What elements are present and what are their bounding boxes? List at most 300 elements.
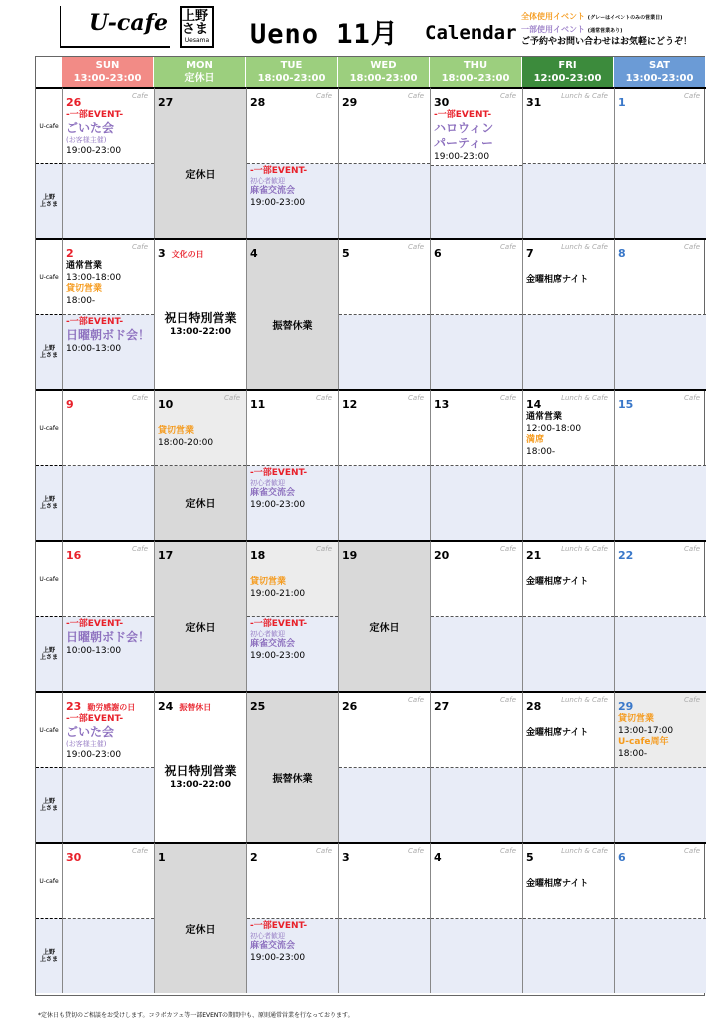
date-number: 6 — [618, 851, 626, 864]
cafe-tag: Cafe — [684, 243, 700, 251]
cafe-tag: Lunch & Cafe — [561, 696, 608, 704]
ucafe-slot — [523, 693, 614, 768]
cafe-tag: Cafe — [132, 847, 148, 855]
cell-content — [250, 468, 335, 511]
cell-text: 麻雀交流会 — [250, 186, 296, 196]
cell-text: 13:00-18:00 — [66, 273, 122, 283]
ucafe-slot — [523, 844, 614, 919]
ucafe-slot — [63, 693, 154, 768]
date-number: 1 — [158, 851, 166, 864]
date-number: 30 — [434, 96, 450, 109]
cell-content — [526, 412, 611, 458]
date-number: 23 — [66, 700, 82, 713]
uesama-slot — [339, 768, 430, 842]
uesama-slot — [63, 466, 154, 540]
calendar-day[interactable] — [522, 540, 614, 691]
cell-text: -一部EVENT- — [250, 619, 308, 629]
uesama-slot — [339, 164, 430, 238]
ucafe-slot — [339, 240, 430, 315]
date-number: 28 — [526, 700, 542, 713]
uesama-slot — [247, 617, 338, 691]
cafe-tag: Cafe — [316, 394, 332, 402]
uesama-logo: 上野さま Uesama — [180, 6, 214, 48]
ucafe-slot — [63, 391, 154, 466]
row-label-ucafe: U-cafe — [36, 542, 62, 617]
row-label-ucafe: U-cafe — [36, 89, 62, 164]
calendar-day[interactable] — [430, 540, 522, 691]
row-labels — [36, 238, 62, 389]
cafe-tag: Cafe — [684, 394, 700, 402]
closed-label: 定休日 — [185, 623, 216, 634]
cafe-tag: Cafe — [408, 394, 424, 402]
cafe-tag: Lunch & Cafe — [561, 394, 608, 402]
ucafe-slot — [247, 391, 338, 466]
day-name: WED — [370, 60, 397, 71]
cell-text: -一部EVENT- — [250, 166, 308, 176]
cell-text: -一部EVENT- — [250, 921, 308, 931]
cell-text: 初心者歓迎 — [250, 630, 285, 638]
calendar-day[interactable] — [154, 691, 246, 842]
closed-label: 定休日 — [185, 170, 216, 181]
cafe-tag: Cafe — [500, 92, 516, 100]
closed-label: 定休日 — [185, 925, 216, 936]
date-number: 8 — [618, 247, 626, 260]
cell-text: 13:00-22:00 — [169, 327, 232, 337]
cell-text: 12:00-18:00 — [526, 424, 582, 434]
calendar-day[interactable] — [430, 87, 522, 238]
footer-note: *定休日も貸切のご相談をお受けします。コラボカフェ等一部EVENTの期間中も、原則通常営業を行なっております。 — [38, 1012, 354, 1019]
cell-text: 金曜相席ナイト — [526, 577, 589, 587]
cell-text: 麻雀交流会 — [250, 941, 296, 951]
cell-text: 10:00-13:00 — [66, 646, 122, 656]
uesama-slot — [247, 466, 338, 540]
cell-text: 貸切営業 — [66, 284, 103, 294]
cell-content — [66, 714, 151, 761]
calendar-day[interactable] — [154, 238, 246, 389]
uesama-slot — [339, 466, 430, 540]
date-number: 4 — [434, 851, 442, 864]
ucafe-slot — [615, 89, 706, 164]
uesama-slot — [431, 315, 522, 389]
ucafe-slot — [63, 240, 154, 315]
cafe-tag: Cafe — [408, 847, 424, 855]
ucafe-slot — [431, 542, 522, 617]
page-title: Ueno 11月 — [250, 19, 399, 50]
calendar-day[interactable] — [338, 389, 430, 540]
row-label-ucafe: U-cafe — [36, 391, 62, 466]
cell-text: 麻雀交流会 — [250, 639, 296, 649]
ucafe-slot — [431, 693, 522, 768]
day-name: TUE — [280, 60, 303, 71]
date-number: 18 — [250, 549, 266, 562]
ucafe-slot — [63, 844, 154, 919]
cafe-tag: Lunch & Cafe — [561, 92, 608, 100]
calendar-day[interactable] — [614, 540, 706, 691]
uesama-slot — [339, 315, 430, 389]
ucafe-slot — [339, 89, 430, 164]
cell-content — [526, 577, 611, 588]
calendar-day[interactable] — [62, 842, 154, 993]
date-number: 2 — [66, 247, 74, 260]
cell-content — [66, 317, 151, 355]
calendar-day[interactable] — [338, 87, 430, 238]
date-number: 26 — [66, 96, 82, 109]
cell-content — [434, 110, 519, 163]
cell-text: 19:00-21:00 — [250, 589, 306, 599]
row-label-uesama: 上野 上さま — [36, 164, 62, 238]
ucafe-slot — [339, 693, 430, 768]
ucafe-slot — [247, 89, 338, 164]
ucafe-slot — [431, 89, 522, 166]
day-hours: 18:00-23:00 — [441, 73, 510, 84]
cell-text: 19:00-23:00 — [250, 198, 306, 208]
cell-content — [66, 110, 151, 157]
cafe-tag: Cafe — [316, 545, 332, 553]
cafe-tag: Cafe — [132, 394, 148, 402]
date-number: 31 — [526, 96, 542, 109]
row-labels — [36, 842, 62, 993]
calendar-day[interactable] — [62, 389, 154, 540]
calendar-day[interactable] — [246, 540, 338, 691]
date-number: 5 — [342, 247, 350, 260]
cell-text: ハロウィン — [434, 121, 494, 135]
ucafe-slot — [431, 240, 522, 315]
calendar-day[interactable] — [154, 540, 246, 691]
date-number: 21 — [526, 549, 542, 562]
cell-text: 貸切営業 — [618, 714, 655, 724]
calendar-day[interactable] — [338, 540, 430, 691]
ucafe-slot — [523, 391, 614, 466]
date-number: 15 — [618, 398, 634, 411]
calendar-day[interactable] — [62, 691, 154, 842]
cell-text: 金曜相席ナイト — [526, 728, 589, 738]
row-labels — [36, 87, 62, 238]
date-number: 7 — [526, 247, 534, 260]
cell-text: パーティー — [434, 136, 494, 150]
ucafe-slot — [615, 240, 706, 315]
calendar-day[interactable] — [154, 87, 246, 238]
uesama-slot — [431, 166, 522, 238]
cafe-tag: Cafe — [500, 696, 516, 704]
uesama-slot — [615, 768, 706, 842]
calendar-day[interactable] — [614, 842, 706, 993]
cafe-tag: Cafe — [132, 243, 148, 251]
row-label-ucafe: U-cafe — [36, 240, 62, 315]
special-hours — [155, 260, 246, 389]
holiday-name: 勤労感謝の日 — [87, 703, 136, 712]
cafe-tag: Lunch & Cafe — [561, 545, 608, 553]
date-number: 24 — [158, 700, 174, 713]
calendar-day[interactable] — [522, 87, 614, 238]
calendar-day[interactable] — [614, 389, 706, 540]
cell-text: 日曜朝ボド会！ — [66, 328, 151, 342]
closed-label: 定休日 — [369, 623, 400, 634]
cell-content — [618, 714, 703, 760]
ucafe-slot — [615, 693, 706, 768]
day-hours: 13:00-23:00 — [625, 73, 694, 84]
calendar-day[interactable] — [338, 691, 430, 842]
calendar-day[interactable] — [246, 842, 338, 993]
cell-content — [526, 275, 611, 286]
cafe-tag: Lunch & Cafe — [561, 847, 608, 855]
cell-text: 18:00-20:00 — [158, 438, 214, 448]
calendar-day[interactable] — [246, 238, 338, 389]
cafe-tag: Cafe — [316, 847, 332, 855]
calendar-day[interactable] — [154, 842, 246, 993]
cell-text: ごいた会 — [66, 121, 115, 135]
uesama-slot — [431, 768, 522, 842]
ucafe-slot — [615, 542, 706, 617]
cafe-tag: Cafe — [500, 847, 516, 855]
cell-text: -一部EVENT- — [66, 110, 124, 120]
cell-text: -一部EVENT- — [66, 317, 124, 327]
ucafe-slot — [339, 844, 430, 919]
row-label-ucafe: U-cafe — [36, 693, 62, 768]
calendar-day[interactable] — [522, 691, 614, 842]
date-number: 1 — [618, 96, 626, 109]
ucafe-slot — [247, 844, 338, 919]
cell-text: 19:00-23:00 — [66, 146, 122, 156]
ucafe-slot — [339, 391, 430, 466]
date-number: 11 — [250, 398, 266, 411]
day-name: SUN — [95, 60, 120, 71]
ucafe-slot — [523, 89, 614, 164]
row-label-ucafe: U-cafe — [36, 844, 62, 919]
date-number: 6 — [434, 247, 442, 260]
cell-text: -一部EVENT- — [434, 110, 492, 120]
calendar-day[interactable] — [338, 238, 430, 389]
calendar-day[interactable] — [430, 238, 522, 389]
day-header — [154, 57, 246, 87]
special-hours — [155, 713, 246, 842]
calendar-day[interactable] — [614, 87, 706, 238]
cell-text: 貸切営業 — [158, 426, 195, 436]
ucafe-slot — [615, 844, 706, 919]
row-label-uesama: 上野 上さま — [36, 315, 62, 389]
date-number: 13 — [434, 398, 450, 411]
row-label-uesama: 上野 上さま — [36, 617, 62, 691]
ucafe-logo: U-cafe — [60, 6, 170, 48]
cafe-tag: Cafe — [684, 696, 700, 704]
calendar-day[interactable] — [614, 238, 706, 389]
calendar-day[interactable] — [246, 691, 338, 842]
cell-text: 13:00-17:00 — [618, 726, 674, 736]
date-number: 28 — [250, 96, 266, 109]
ucafe-slot — [431, 391, 522, 466]
day-header — [522, 57, 614, 87]
row-labels — [36, 389, 62, 540]
uesama-slot — [523, 164, 614, 238]
day-hours: 18:00-23:00 — [257, 73, 326, 84]
day-name: THU — [463, 60, 488, 71]
cafe-tag: Cafe — [408, 243, 424, 251]
cell-text: -一部EVENT- — [250, 468, 308, 478]
uesama-slot — [247, 164, 338, 238]
date-number: 3 — [158, 247, 166, 260]
uesama-slot — [615, 315, 706, 389]
uesama-slot — [431, 466, 522, 540]
day-name: FRI — [558, 60, 577, 71]
cell-text: 19:00-23:00 — [250, 953, 306, 963]
cell-text: 金曜相席ナイト — [526, 879, 589, 889]
day-header — [62, 57, 154, 87]
holiday-name: 振替休日 — [179, 703, 212, 712]
date-number: 16 — [66, 549, 82, 562]
cell-content — [66, 261, 151, 307]
calendar-day[interactable] — [614, 691, 706, 842]
date-number: 27 — [434, 700, 450, 713]
cell-text: 18:00- — [618, 749, 648, 759]
cell-content — [66, 619, 151, 657]
day-header — [430, 57, 522, 87]
calendar-day[interactable] — [154, 389, 246, 540]
calendar-day[interactable] — [62, 238, 154, 389]
ucafe-slot — [523, 542, 614, 617]
uesama-slot — [339, 919, 430, 993]
cafe-tag: Cafe — [684, 847, 700, 855]
cell-text: ごいた会 — [66, 725, 115, 739]
uesama-slot — [523, 919, 614, 993]
ucafe-slot — [63, 542, 154, 617]
calendar-day[interactable] — [430, 691, 522, 842]
cell-text: -一部EVENT- — [66, 619, 124, 629]
uesama-slot — [615, 164, 706, 238]
day-hours: 12:00-23:00 — [533, 73, 602, 84]
day-hours: 定休日 — [184, 73, 215, 84]
uesama-slot — [63, 768, 154, 842]
ucafe-slot — [523, 240, 614, 315]
cafe-tag: Cafe — [408, 696, 424, 704]
calendar-grid — [35, 56, 705, 996]
calendar-day[interactable] — [338, 842, 430, 993]
cell-text: 祝日特別営業 — [164, 764, 237, 778]
cell-content — [250, 577, 335, 600]
cell-text: 初心者歓迎 — [250, 932, 285, 940]
row-label-uesama: 上野 上さま — [36, 466, 62, 540]
ucafe-slot — [63, 89, 154, 164]
cafe-tag: Cafe — [684, 92, 700, 100]
date-number: 29 — [342, 96, 358, 109]
uesama-slot — [615, 617, 706, 691]
legend: 全体使用イベント (グレーはイベントのみの営業日) 一部使用イベント (通常営業あり) ご予約やお問い合わせはお気軽にどうぞ！ — [521, 12, 693, 47]
header — [0, 0, 724, 56]
uesama-slot — [247, 919, 338, 993]
date-number: 17 — [158, 549, 174, 562]
date-number: 29 — [618, 700, 634, 713]
cell-content — [250, 166, 335, 209]
cafe-tag: Lunch & Cafe — [561, 243, 608, 251]
cell-text: 初心者歓迎 — [250, 177, 285, 185]
day-header — [338, 57, 430, 87]
closed-label: 振替休業 — [272, 321, 313, 332]
uesama-slot — [523, 315, 614, 389]
cell-text: 19:00-23:00 — [434, 152, 490, 162]
calendar-day[interactable] — [430, 842, 522, 993]
closed-label: 定休日 — [185, 499, 216, 511]
calendar-day[interactable] — [246, 87, 338, 238]
cafe-tag: Cafe — [408, 92, 424, 100]
uesama-slot — [523, 466, 614, 540]
day-header — [614, 57, 706, 87]
date-number: 25 — [250, 700, 266, 713]
date-number: 20 — [434, 549, 450, 562]
cell-text: (お客様主催) — [66, 136, 107, 144]
corner-blank — [36, 57, 62, 87]
date-number: 14 — [526, 398, 542, 411]
cell-text: 19:00-23:00 — [250, 651, 306, 661]
cell-content — [526, 728, 611, 739]
cafe-tag: Cafe — [500, 243, 516, 251]
ucafe-slot — [247, 542, 338, 617]
cell-text: 日曜朝ボド会！ — [66, 630, 151, 644]
row-labels — [36, 540, 62, 691]
cell-text: 満席 — [526, 435, 545, 445]
cell-content — [158, 426, 243, 449]
cell-text: -一部EVENT- — [66, 714, 124, 724]
date-number: 12 — [342, 398, 358, 411]
cell-text: 祝日特別営業 — [164, 311, 237, 325]
cafe-tag: Cafe — [684, 545, 700, 553]
day-hours: 13:00-23:00 — [73, 73, 142, 84]
calendar-day[interactable] — [246, 389, 338, 540]
uesama-slot — [523, 617, 614, 691]
cell-text: (お客様主催) — [66, 740, 107, 748]
cell-text: 通常営業 — [526, 412, 563, 422]
cafe-tag: Cafe — [316, 92, 332, 100]
holiday-name: 文化の日 — [171, 250, 204, 259]
cell-text: 18:00- — [526, 447, 556, 457]
cafe-tag: Cafe — [224, 394, 240, 402]
calendar-day[interactable] — [522, 842, 614, 993]
ucafe-slot — [615, 391, 706, 466]
calendar-day[interactable] — [62, 540, 154, 691]
date-number: 19 — [342, 549, 358, 562]
day-name: SAT — [649, 60, 670, 71]
row-label-uesama: 上野 上さま — [36, 768, 62, 842]
calendar-day[interactable] — [62, 87, 154, 238]
cafe-tag: Cafe — [132, 92, 148, 100]
day-header — [246, 57, 338, 87]
calendar-day[interactable] — [522, 238, 614, 389]
page-title-calendar: Calendar — [425, 22, 517, 44]
uesama-slot — [615, 919, 706, 993]
row-labels — [36, 691, 62, 842]
date-number: 22 — [618, 549, 634, 562]
date-number: 30 — [66, 851, 82, 864]
date-number: 10 — [158, 398, 174, 411]
cell-content — [526, 879, 611, 890]
calendar-day[interactable] — [430, 389, 522, 540]
ucafe-slot — [155, 391, 246, 466]
date-number: 4 — [250, 247, 258, 260]
uesama-slot — [63, 315, 154, 389]
uesama-slot — [63, 164, 154, 238]
cell-text: 13:00-22:00 — [169, 780, 232, 790]
calendar-day[interactable] — [522, 389, 614, 540]
cell-text: U-cafe周年 — [618, 737, 669, 747]
uesama-slot — [63, 919, 154, 993]
uesama-slot — [523, 768, 614, 842]
closed-label: 振替休業 — [272, 774, 313, 785]
cell-text: 麻雀交流会 — [250, 488, 296, 498]
cafe-tag: Cafe — [500, 394, 516, 402]
cell-text: 19:00-23:00 — [250, 500, 306, 510]
cell-content — [250, 921, 335, 964]
row-label-uesama: 上野 上さま — [36, 919, 62, 993]
date-number: 5 — [526, 851, 534, 864]
date-number: 26 — [342, 700, 358, 713]
cell-text: 通常営業 — [66, 261, 103, 271]
